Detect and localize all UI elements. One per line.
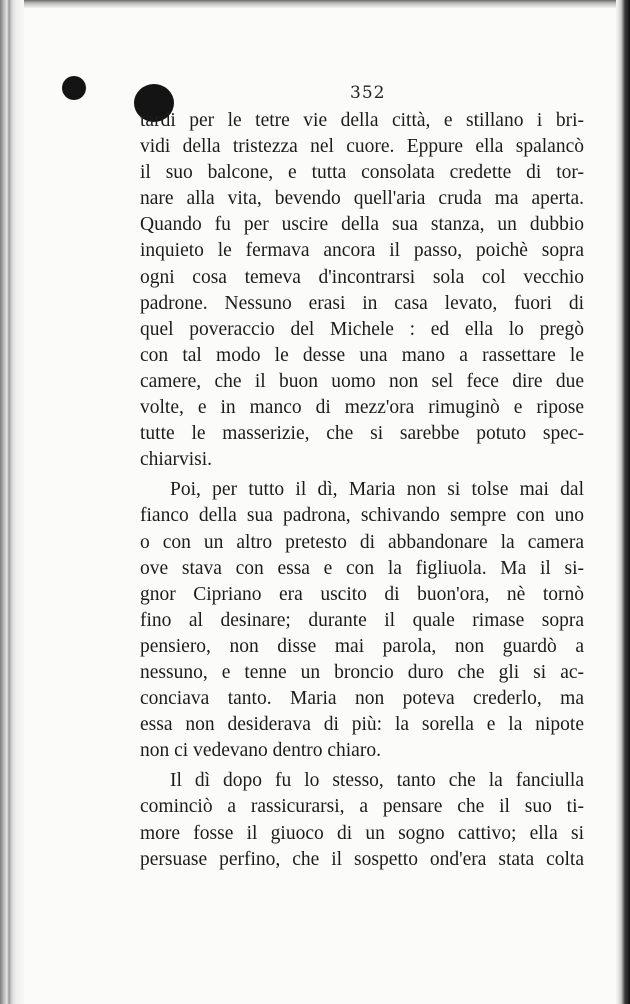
text-line: camere, che il buon uomo non sel fece dire due xyxy=(140,370,584,392)
body-text xyxy=(140,108,584,873)
text-line: gnor Cipriano era uscito di buon'ora, nè tornò xyxy=(140,583,584,605)
text-line: volte, e in manco di mezz'ora rimuginò e ripose xyxy=(140,397,584,419)
text-line: cominciò a rassicurarsi, a pensare che il suo ti- xyxy=(140,796,584,818)
text-line: fino al desinare; durante il quale rimase sopra xyxy=(140,609,584,631)
text-line: tardi per le tetre vie della città, e stillano i bri- xyxy=(140,110,584,131)
text-line: non ci vedevano dentro chiaro. xyxy=(140,740,381,762)
text-line: Quando fu per uscire della sua stanza, un dubbio xyxy=(140,214,584,236)
paragraph xyxy=(140,768,584,872)
text-line: nare alla vita, bevendo quell'aria cruda ma aperta. xyxy=(140,188,584,210)
text-line: padrone. Nessuno erasi in casa levato, fuori di xyxy=(140,292,584,314)
paragraph xyxy=(140,477,584,764)
paragraph xyxy=(140,108,584,473)
text-line: tutte le masserizie, che si sarebbe potuto spec- xyxy=(140,423,584,445)
page-top-edge xyxy=(0,0,630,8)
punch-hole-mark xyxy=(62,76,86,100)
text-line: quel poveraccio del Michele : ed ella lo pregò xyxy=(140,318,584,340)
text-line: persuase perfino, che il sospetto ond'era stata colta xyxy=(140,848,584,870)
text-line: fianco della sua padrona, schivando sempre con uno xyxy=(140,505,584,527)
text-line: ogni cosa temeva d'incontrarsi sola col vecchio xyxy=(140,266,584,288)
text-line: pensiero, non disse mai parola, non guardò a xyxy=(140,635,584,657)
text-line: more fosse il giuoco di un sogno cattivo; ella si xyxy=(140,822,584,844)
text-line: chiarvisi. xyxy=(140,449,213,471)
text-line: o con un altro pretesto di abbandonare la camera xyxy=(140,531,584,553)
page-binding-edge xyxy=(0,0,24,1004)
page-number: 352 xyxy=(350,83,386,103)
text-line: vidi della tristezza nel cuore. Eppure ella spalancò xyxy=(140,136,584,158)
text-line: conciava tanto. Maria non poteva crederlo, ma xyxy=(140,688,584,710)
page-right-edge xyxy=(616,0,630,1004)
text-line: con tal modo le desse una mano a rassettare le xyxy=(140,344,584,366)
text-line: Il dì dopo fu lo stesso, tanto che la fanciulla xyxy=(170,770,584,792)
text-line: essa non desiderava di più: la sorella e la nipote xyxy=(140,714,584,736)
text-line: ove stava con essa e con la figliuola. Ma il si- xyxy=(140,557,584,579)
text-line: Poi, per tutto il dì, Maria non si tolse mai dal xyxy=(170,479,584,501)
text-line: nessuno, e tenne un broncio duro che gli si ac- xyxy=(140,661,584,683)
text-line: inquieto le fermava ancora il passo, poichè sopra xyxy=(140,240,584,262)
text-line: il suo balcone, e tutta consolata credette di tor- xyxy=(140,162,584,184)
